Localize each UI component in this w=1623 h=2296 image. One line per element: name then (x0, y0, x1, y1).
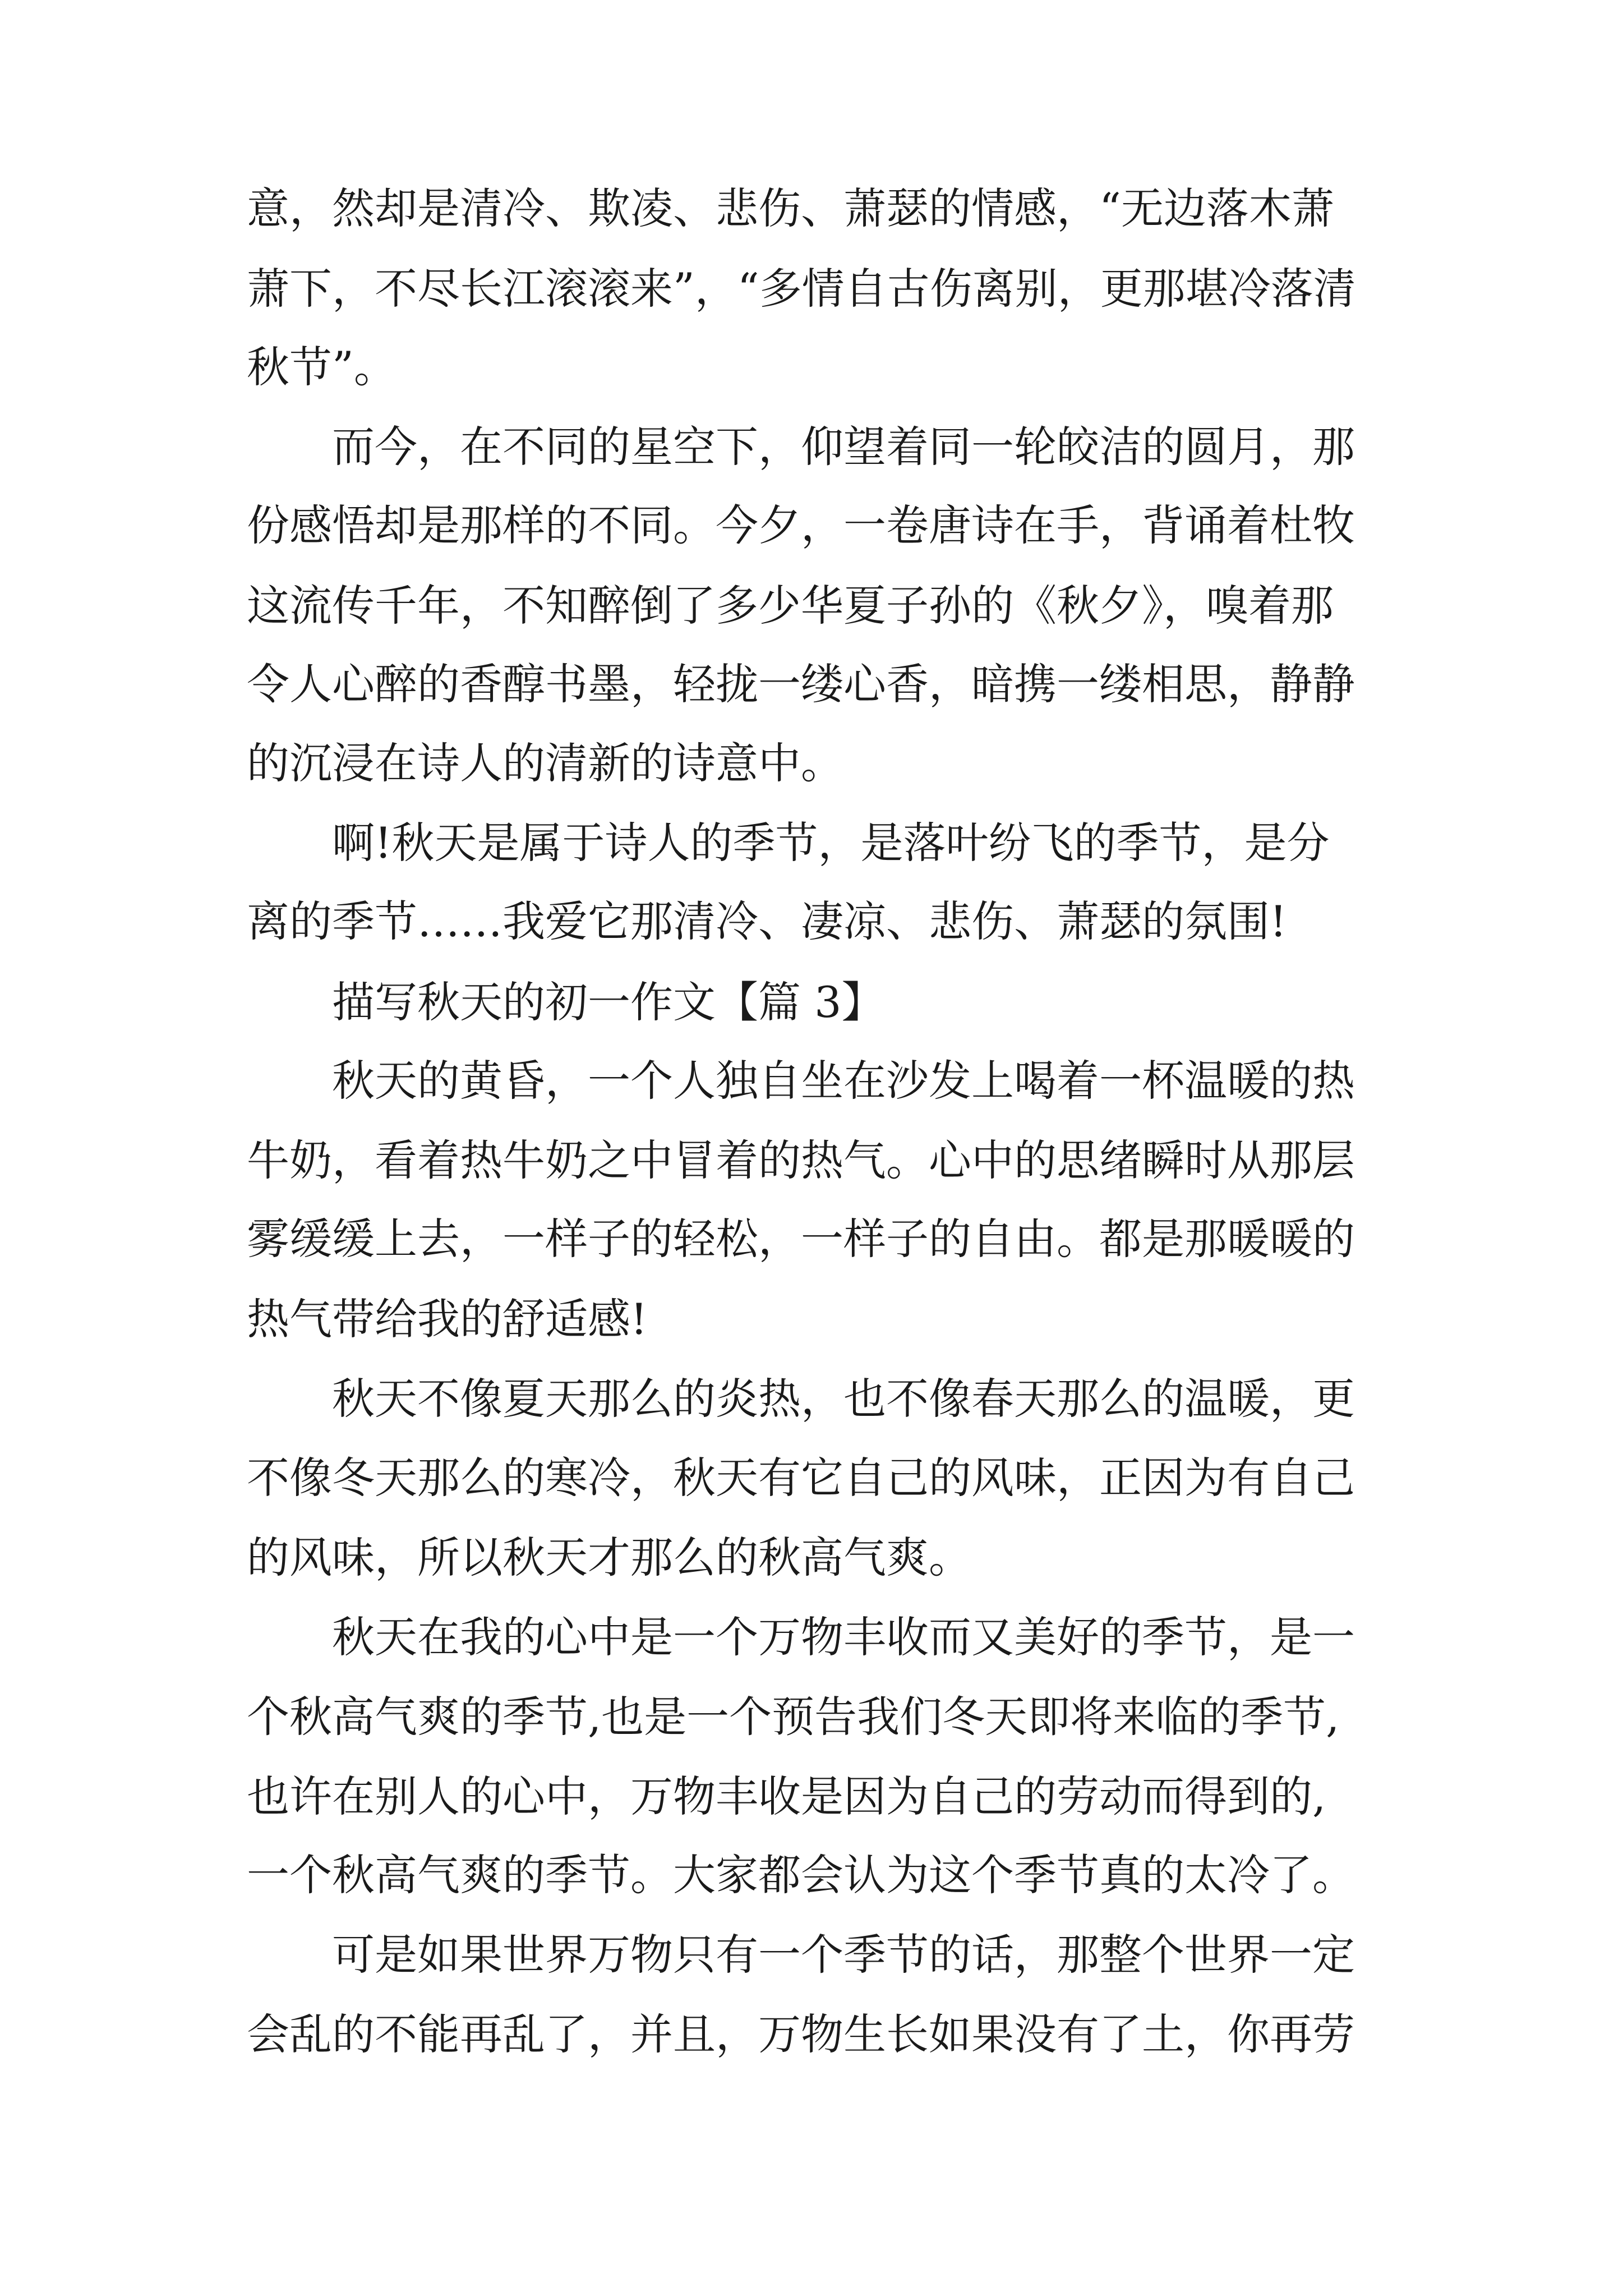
text-line: 可是如果世界万物只有一个季节的话，那整个世界一定 (247, 1930, 1355, 1980)
text-line: 令人心醉的香醇书墨，轻拢一缕心香，暗携一缕相思，静静 (247, 659, 1355, 709)
text-line: 的沉浸在诗人的清新的诗意中。 (247, 738, 843, 788)
text-line: 意，然却是清冷、欺凌、悲伤、萧瑟的情感，“无边落木萧 (247, 183, 1334, 233)
text-line: 而今，在不同的星空下，仰望着同一轮皎洁的圆月，那 (247, 422, 1355, 472)
text-line: 不像冬天那么的寒冷，秋天有它自己的风味，正因为有自己 (247, 1453, 1355, 1503)
text-line: 也许在别人的心中，万物丰收是因为自己的劳动而得到的, (247, 1772, 1326, 1821)
text-line: 热气带给我的舒适感! (247, 1294, 648, 1344)
text-line: 的风味，所以秋天才那么的秋高气爽。 (247, 1533, 971, 1582)
text-line: 个秋高气爽的季节,也是一个预告我们冬天即将来临的季节, (247, 1692, 1340, 1742)
text-line: 这流传千年，不知醉倒了多少华夏子孙的《秋夕》，嗅着那 (247, 581, 1334, 631)
text-line: 离的季节……我爱它那清冷、凄凉、悲伤、萧瑟的氛围! (247, 896, 1287, 946)
text-line: 会乱的不能再乱了，并且，万物生长如果没有了土，你再劳 (247, 2009, 1355, 2059)
section-heading: 描写秋天的初一作文【篇 3】 (247, 977, 884, 1027)
text-line: 牛奶，看着热牛奶之中冒着的热气。心中的思绪瞬时从那层 (247, 1135, 1355, 1185)
text-line: 秋天的黄昏，一个人独自坐在沙发上喝着一杯温暖的热 (247, 1056, 1355, 1106)
text-line: 啊!秋天是属于诗人的季节，是落叶纷飞的季节，是分 (247, 818, 1330, 868)
text-line: 秋节”。 (247, 342, 396, 392)
essay-body (247, 0, 1408, 2296)
text-line: 秋天在我的心中是一个万物丰收而又美好的季节，是一 (247, 1612, 1355, 1662)
text-line: 秋天不像夏天那么的炎热，也不像春天那么的温暖，更 (247, 1374, 1355, 1424)
text-line: 一个秋高气爽的季节。大家都会认为这个季节真的太冷了。 (247, 1850, 1355, 1900)
text-line: 雾缓缓上去，一样子的轻松，一样子的自由。都是那暖暖的 (247, 1214, 1355, 1264)
text-line: 份感悟却是那样的不同。今夕，一卷唐诗在手，背诵着杜牧 (247, 500, 1355, 550)
text-line: 萧下，不尽长江滚滚来”，“多情自古伤离别，更那堪冷落清 (247, 264, 1356, 314)
